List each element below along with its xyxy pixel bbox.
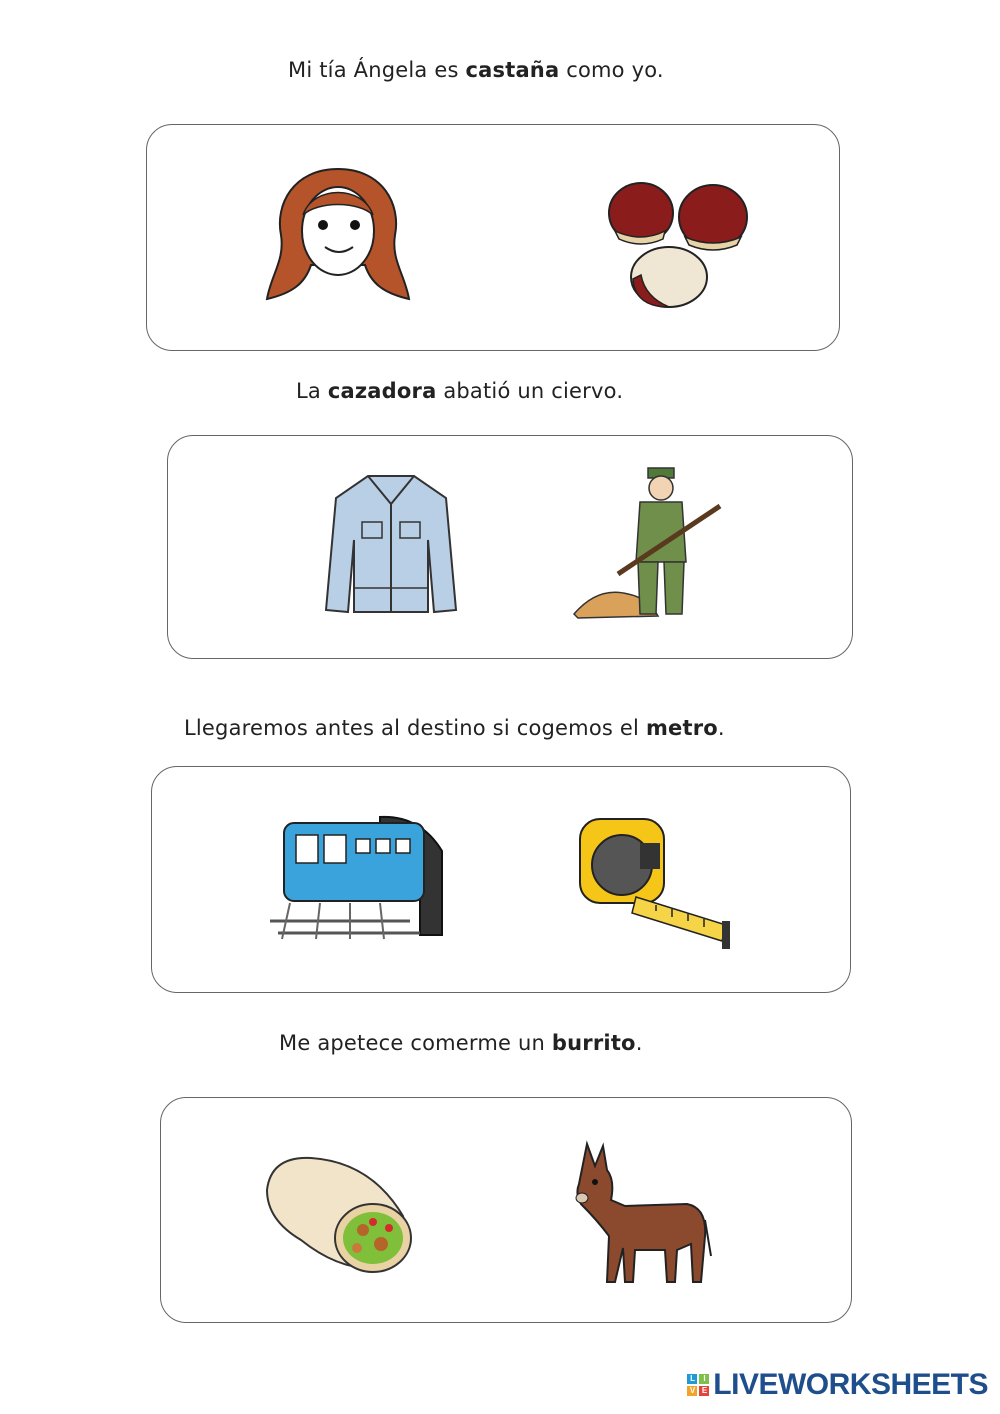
option-card-4 (160, 1097, 852, 1323)
option-card-1 (146, 124, 840, 351)
sentence-1-keyword: castaña (465, 58, 560, 82)
sentence-3-after: . (717, 716, 725, 740)
logo-letter-2: I (699, 1374, 709, 1384)
sentence-3 (184, 716, 725, 740)
logo-letter-3: V (687, 1386, 697, 1396)
sentence-1-before: Mi tía Ángela es (288, 58, 466, 82)
logo-mark-icon (687, 1374, 709, 1396)
sentence-2-before: La (296, 379, 328, 403)
logo-text: LIVEWORKSHEETS (713, 1368, 988, 1401)
sentence-4-before: Me apetece comerme un (279, 1031, 552, 1055)
sentence-1 (288, 58, 664, 82)
sentence-2-after: abatió un ciervo. (436, 379, 624, 403)
tape-measure-icon[interactable] (576, 813, 740, 953)
logo-letter-4: E (699, 1386, 709, 1396)
sentence-4-keyword: burrito (551, 1031, 636, 1055)
sentence-1-after: como yo. (559, 58, 664, 82)
sentence-3-before: Llegaremos antes al destino si cogemos el (184, 716, 646, 740)
option-card-3 (151, 766, 851, 993)
chestnuts-icon[interactable] (605, 179, 755, 311)
sentence-3-keyword: metro (645, 716, 718, 740)
sentence-4 (279, 1031, 643, 1055)
huntress-with-rifle-icon[interactable] (568, 466, 728, 626)
sentence-4-after: . (635, 1031, 643, 1055)
option-card-2 (167, 435, 853, 659)
denim-jacket-icon[interactable] (324, 470, 458, 620)
brown-haired-woman-icon[interactable] (263, 165, 413, 305)
sentence-2-keyword: cazadora (327, 379, 437, 403)
subway-train-icon[interactable] (270, 811, 446, 941)
logo-letter-1: L (687, 1374, 697, 1384)
donkey-icon[interactable] (573, 1140, 713, 1284)
sentence-2 (296, 379, 623, 403)
burrito-food-icon[interactable] (261, 1150, 417, 1280)
liveworksheets-logo (687, 1368, 988, 1402)
